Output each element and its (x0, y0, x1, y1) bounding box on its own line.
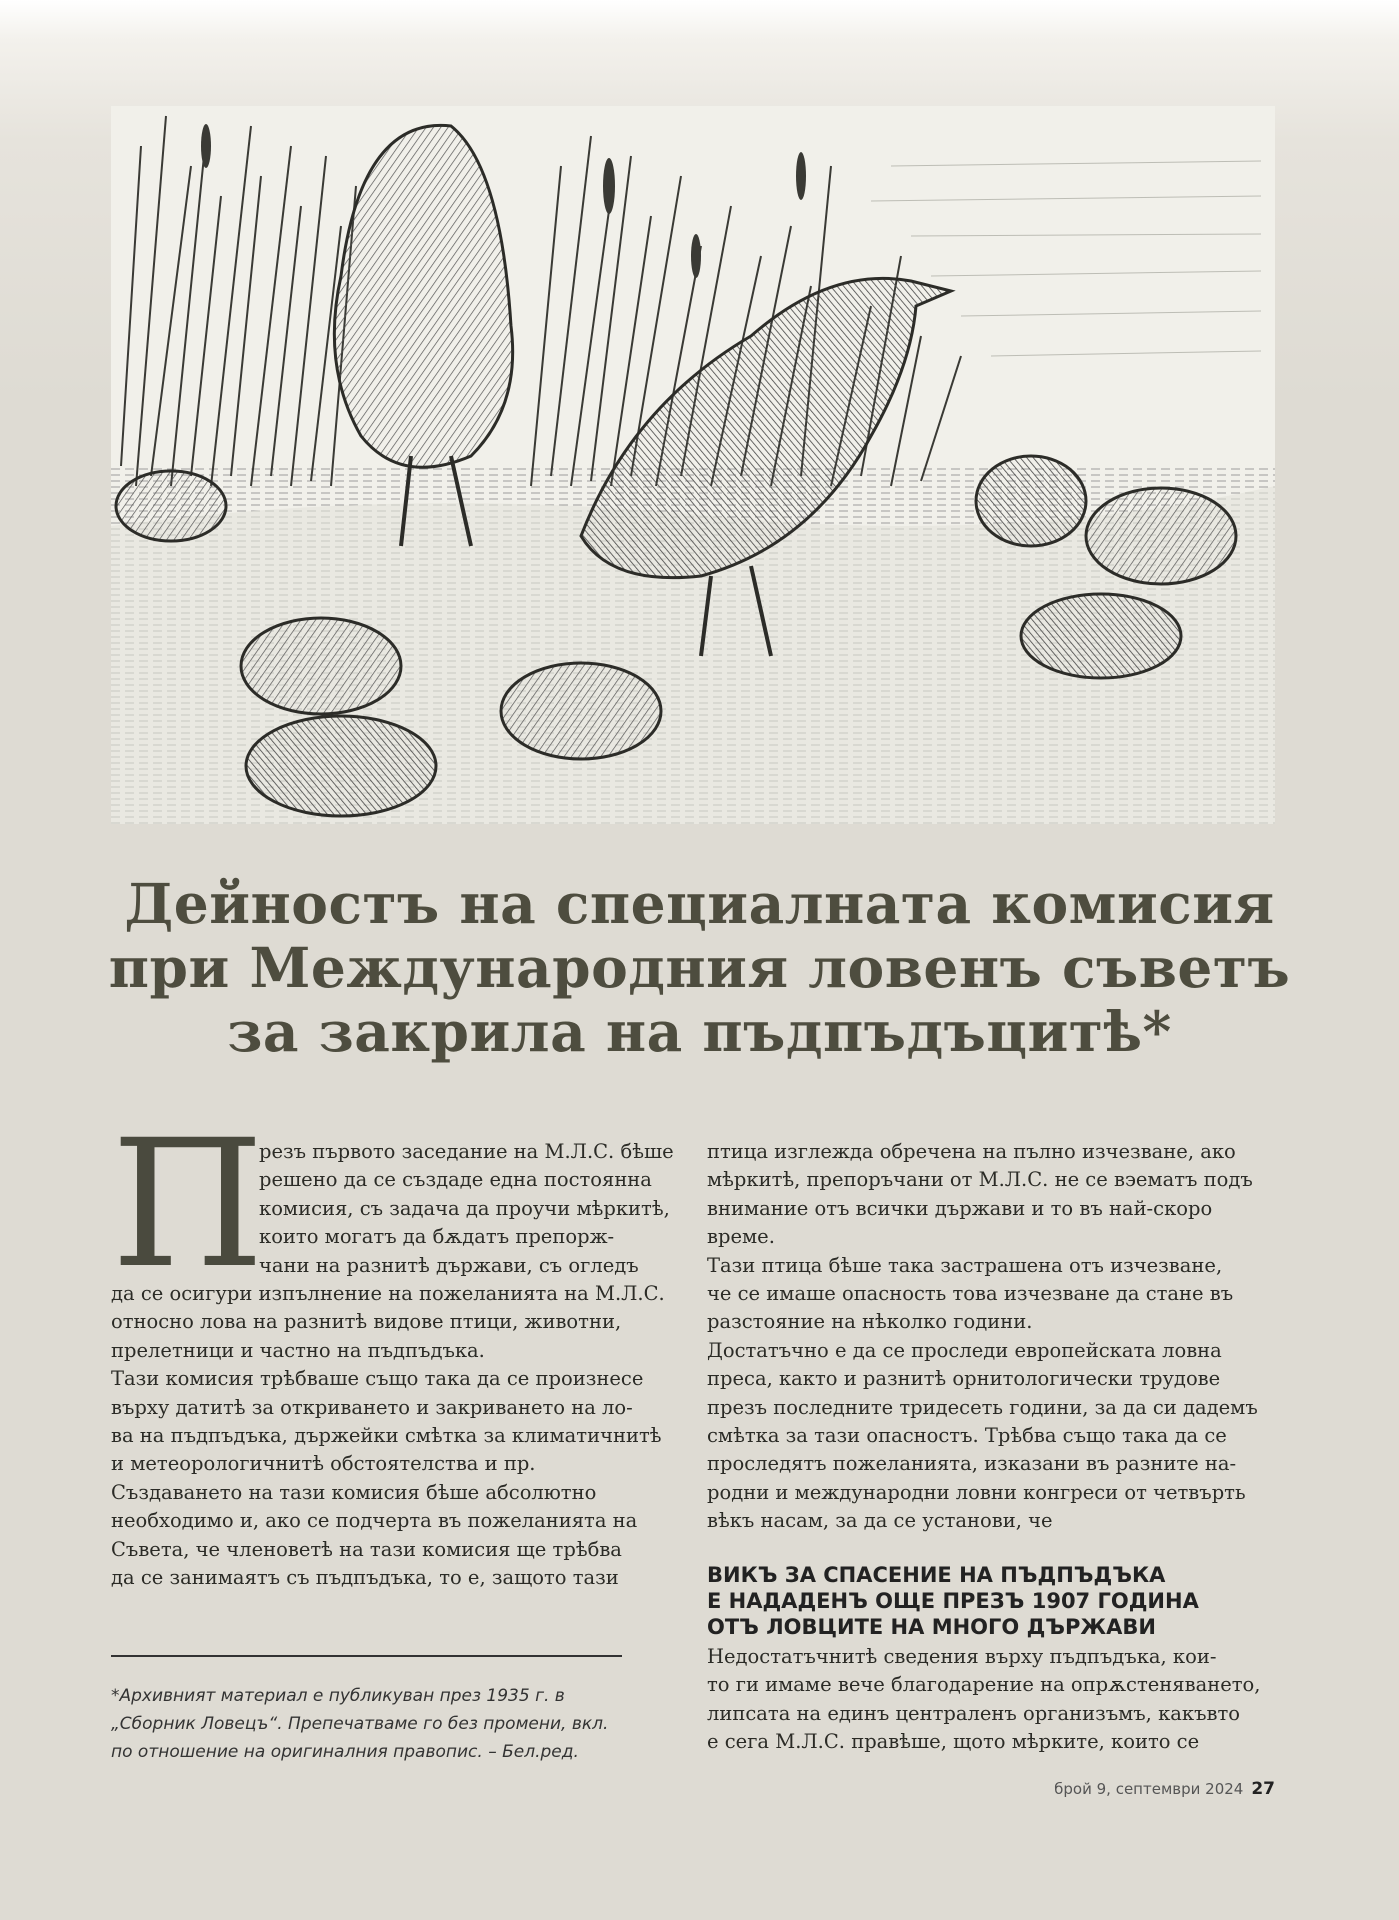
title-line: при Международния ловенъ съветъ (108, 935, 1291, 1000)
body-line: върху датитѣ за откриването и закриването на ло- (111, 1395, 633, 1419)
body-line: комисия, съ задача да проучи мѣркитѣ, (259, 1196, 670, 1220)
body-line: прелетници и частно на пъдпъдъка. (111, 1338, 485, 1362)
footnote-line: „Сборник Ловецъ“. Препечатваме го без промени, вкл. (111, 1714, 609, 1734)
body-line: липсата на единъ централенъ организъмъ, какъвто (707, 1701, 1240, 1725)
page-folio (1054, 1779, 1275, 1799)
body-line: чани на разнитѣ държави, съ огледъ (259, 1253, 639, 1277)
subheading-line: ВИКЪ ЗА СПАСЕНИЕ НА ПЪДПЪДЪКА (707, 1562, 1166, 1587)
body-line: резъ първото заседание на М.Л.С. бѣше (259, 1140, 674, 1163)
subheading-line: Е НАДАДЕНЪ ОЩЕ ПРЕЗЪ 1907 ГОДИНА (707, 1588, 1199, 1613)
body-line: необходимо и, ако се подчерта въ пожеланията на (111, 1509, 638, 1533)
right-column (707, 1138, 1277, 1756)
body-line: решено да се създаде една постоянна (259, 1168, 652, 1192)
body-line: да се осигури изпълнение на пожеланията на М.Л.С. (111, 1282, 665, 1306)
footnote-line: *Архивният материал е публикуван през 1935 г. в (111, 1686, 565, 1706)
body-line: и метеорологичнитѣ обстоятелства и пр. (111, 1452, 536, 1476)
subheading-line: ОТЪ ЛОВЦИТЕ НА МНОГО ДЪРЖАВИ (707, 1614, 1156, 1639)
body-line: ва на пъдпъдъка, държейки смѣтка за климатичнитѣ (111, 1424, 662, 1448)
article-title (60, 872, 1339, 1064)
body-line: време. (707, 1225, 775, 1249)
left-column (111, 1138, 674, 1593)
body-line: да се занимаятъ съ пъдпъдъка, то е, защото тази (111, 1566, 619, 1590)
page-number: 27 (1251, 1779, 1275, 1799)
title-line: Дейностъ на специалната комисия (124, 871, 1275, 936)
section-subheading (707, 1562, 1277, 1640)
footnote (111, 1682, 641, 1766)
body-line: внимание отъ всички държави и то въ най-скоро (707, 1196, 1213, 1220)
body-line: е сега М.Л.С. правѣше, щото мѣрките, които се (707, 1729, 1200, 1753)
body-line: проследятъ пожеланията, изказани въ разните на- (707, 1452, 1237, 1476)
issue-label: брой 9, септември 2024 (1054, 1780, 1244, 1798)
drop-cap: П (111, 1102, 265, 1307)
body-line: смѣтка за тази опасностъ. Трѣбва също така да се (707, 1424, 1227, 1448)
body-line: Съвета, че членоветѣ на тази комисия ще трѣбва (111, 1537, 622, 1561)
body-line: Тази птица бѣше така застрашена отъ изчезване, (707, 1253, 1223, 1277)
title-line: за закрила на пъдпъдъцитѣ* (227, 999, 1172, 1064)
body-line: преса, както и разнитѣ орнитологически трудове (707, 1367, 1221, 1391)
body-line: разстояние на нѣколко години. (707, 1310, 1033, 1334)
body-line: Създаването на тази комисия бѣше абсолютно (111, 1480, 597, 1504)
footnote-line: по отношение на оригиналния правопис. – Бел.ред. (111, 1742, 579, 1762)
body-line: Тази комисия трѣбваше също така да се произнесе (111, 1367, 644, 1391)
quail-engraving-illustration (111, 106, 1275, 824)
footnote-divider (111, 1655, 622, 1657)
body-line: презъ последните тридесеть години, за да си дадемъ (707, 1395, 1258, 1419)
body-line: мѣркитѣ, препоръчани от М.Л.С. не се вэематъ подъ (707, 1168, 1253, 1192)
body-line: родни и международни ловни конгреси от четвърть (707, 1480, 1246, 1504)
body-line: които могатъ да бѫдатъ препорж- (259, 1225, 615, 1249)
body-line: Недостатъчнитѣ сведения върху пъдпъдъка, кои- (707, 1644, 1217, 1668)
body-line: птица изглежда обречена на пълно изчезване, ако (707, 1140, 1236, 1163)
body-line: че се имаше опасность това изчезване да стане въ (707, 1282, 1234, 1306)
body-line: Достатъчно е да се проследи европейската ловна (707, 1338, 1222, 1362)
body-line: то ги имаме вече благодарение на опрѫстеняването, (707, 1673, 1261, 1697)
body-line: относно лова на разнитѣ видове птици, животни, (111, 1310, 622, 1334)
body-line: вѣкъ насам, за да се установи, че (707, 1509, 1053, 1533)
